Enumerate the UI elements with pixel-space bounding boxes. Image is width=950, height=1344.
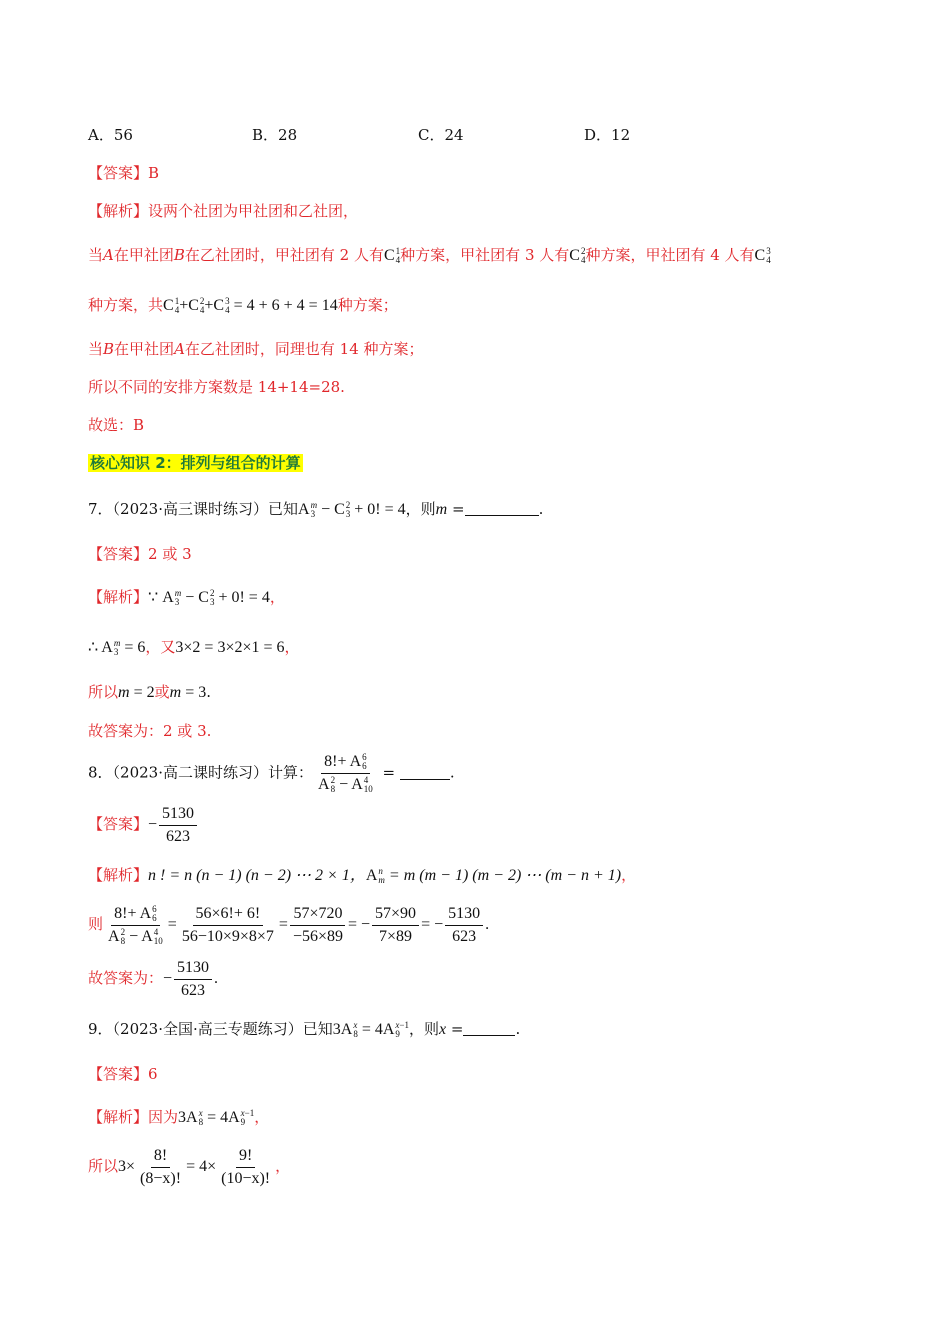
q6-answer-line	[88, 162, 159, 184]
q6-analysis-line-1: 【解析】设两个社团为甲社团和乙社团，	[88, 202, 359, 220]
option-a: A．56	[88, 126, 133, 144]
q8-stem: 8．（2023·高二课时练习）计算： 8!+ A 6 6 A 2 8 − A 4 10 = .	[88, 752, 455, 795]
q7-analysis-line-2: ∴ A m 3 = 6，又3×2 = 3×2×1 = 6，	[88, 638, 300, 658]
answer-blank	[465, 501, 539, 516]
answer-tag: 【答案】	[88, 1065, 149, 1083]
math-c42: C 2 4	[569, 246, 586, 266]
answer-tag: 【答案】	[88, 545, 149, 563]
option-c: C．24	[418, 126, 464, 144]
math-q9-eq: 3A x 8 = 4A x−1 9	[332, 1020, 409, 1040]
q8-analysis-line-3: 故答案为：− $\frac{5130}{623}$ .	[88, 959, 219, 999]
section-title: 核心知识 2：排列与组合的计算	[90, 454, 301, 472]
math-c41: C 1 4	[384, 246, 401, 266]
q9-analysis-line-2: 所以3× $\frac{8!}{(8-x)!}$ = 4× $\frac{9!}{(10-x)!}$ ，	[88, 1147, 291, 1187]
answer-tag: 【答案】	[88, 164, 149, 182]
answer-value: 2 或 3	[148, 545, 192, 563]
q6-analysis-line-5: 所以不同的安排方案数是 14+14=28.	[88, 378, 345, 396]
q7-answer-line	[88, 543, 192, 565]
answer-blank	[463, 1021, 515, 1036]
q7-analysis-line-3: 所以m = 2或m = 3.	[88, 683, 211, 701]
analysis-tag: 【解析】	[88, 588, 149, 606]
option-b: B．28	[252, 126, 298, 144]
q6-analysis-line-2: 当A在甲社团B在乙社团时，甲社团有 2 人有C 1 4 种方案，甲社团有 3 人有C 2 4 种方案，甲社团有 4 人有C 3 4	[88, 246, 771, 266]
analysis-tag: 【解析】	[88, 866, 149, 884]
analysis-tag: 【解析】	[88, 202, 149, 220]
q6-analysis-line-6: 故选：B	[88, 416, 145, 434]
answer-value: 6	[148, 1065, 158, 1083]
math-sum: C 1 4 +C 2 4 +C 3 4 = 4 + 6 + 4 = 14	[163, 296, 338, 316]
q6-analysis-line-4: 当B在甲社团A在乙社团时，同理也有 14 种方案；	[88, 340, 424, 358]
q9-answer-line	[88, 1063, 158, 1085]
q8-analysis-line-1: 【解析】n ! = n (n − 1) (n − 2) ⋯ 2 × 1，A n m = m (m − 1) (m − 2) ⋯ (m − n + 1)，	[88, 866, 637, 886]
q9-stem: 9．（2023·全国·高三专题练习）已知3A x 8 = 4A x−1 9 ，则x = .	[88, 1020, 521, 1040]
q8-answer-line: 【答案】− $\frac{5130}{623}$	[88, 804, 199, 847]
answer-value: B	[148, 164, 160, 182]
q9-analysis-line-1: 【解析】因为3A x 8 = 4A x−1 9 ，	[88, 1108, 270, 1128]
q8-fraction: 8!+ A 6 6 A 2 8 − A 4 10	[318, 752, 373, 795]
q6-analysis-line-3: 种方案，共C 1 4 +C 2 4 +C 3 4 = 4 + 6 + 4 = 14种方案；	[88, 296, 398, 316]
q8-analysis-line-2: 则 8!+ A 6 6 A 2 8 − A 4 10 = $\frac{56\times 6!+ 6!}{56-10\times 9\times 8\times 7}$ = $\frac{57\times 720}{-56\times 89}$ = − $\frac{57\times 90}{7\times 89}$ = − $\frac{5130}{623}$ .	[88, 904, 490, 947]
q7-analysis-line-4: 故答案为：2 或 3.	[88, 722, 212, 740]
answer-blank	[400, 765, 450, 780]
analysis-tag: 【解析】	[88, 1108, 149, 1126]
math-c43: C 3 4	[754, 246, 771, 266]
option-d: D．12	[584, 126, 631, 144]
answer-tag: 【答案】	[88, 815, 149, 834]
q7-analysis-line-1: 【解析】∵ A m 3 − C 2 3 + 0! = 4，	[88, 588, 285, 608]
q7-stem: 7．（2023·高三课时练习）已知A m 3 − C 2 3 + 0! = 4，则m = .	[88, 500, 544, 520]
math-q7-eq: A m 3 − C 2 3 + 0! = 4	[298, 500, 406, 520]
